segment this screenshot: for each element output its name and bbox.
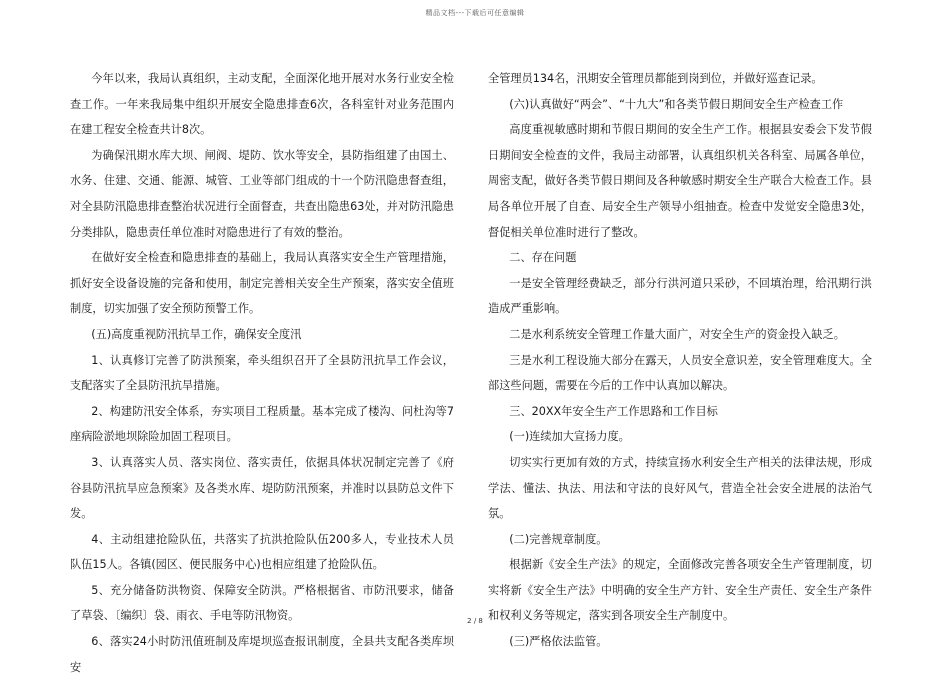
left-text-column — [70, 66, 454, 680]
paragraph: 三是水利工程设施大部分在露天，人员安全意识差，安全管理难度大。全部这些问题，需要在今后的工作中认真加以解决。 — [488, 353, 872, 393]
paragraph: 切实实行更加有效的方式，持续宣扬水利安全生产相关的法律法规，形成学法、懂法、执法、用法和守法的良好风气，营造全社会安全进展的法治气氛。 — [488, 455, 872, 521]
paragraph: 二是水利系统安全管理工作量大面广，对安全生产的资金投入缺乏。 — [509, 327, 845, 341]
paragraph: 为确保汛期水库大坝、闸阀、堤防、饮水等安全，县防指组建了由国土、水务、住建、交通、能源、城管、工业等部门组成的十一个防汛隐患督查组，对全县防汛隐患排查整治状况进行全面督查，共查出隐患63处，并对防汛隐患分类排队，隐患责任单位准时对隐患进行了有效的整治。 — [70, 148, 454, 239]
list-item: 6、落实24小时防汛值班制及库堤坝巡查报讯制度，全县共支配各类库坝安 — [70, 635, 454, 674]
list-item: 4、主动组建抢险队伍，共落实了抗洪抢险队伍200多人，专业技术人员队伍15人。各镇(园区、便民服务中心)也相应组建了抢险队伍。 — [70, 532, 454, 572]
section-heading: 三、20XX年安全生产工作思路和工作目标 — [509, 404, 718, 418]
paragraph: 一是安全管理经费缺乏，部分行洪河道只采砂，不回填治理，给汛期行洪造成严重影响。 — [488, 276, 872, 316]
page-number: 2 / 8 — [467, 617, 483, 625]
list-item: 3、认真落实人员、落实岗位、落实责任，依据具体状况制定完善了《府谷县防汛抗旱应急预案》及各类水库、堤防防汛预案，并准时以县防总文件下发。 — [70, 455, 454, 521]
list-item: 5、充分储备防洪物资、保障安全防洪。严格根据省、市防汛要求，储备了草袋、〔编织〕袋、雨衣、手电等防汛物资。 — [70, 583, 454, 623]
list-item: 1、认真修订完善了防洪预案，牵头组织召开了全县防汛抗旱工作会议，支配落实了全县防汛抗旱措施。 — [70, 353, 454, 393]
paragraph: 今年以来，我局认真组织，主动支配，全面深化地开展对水务行业安全检查工作。一年来我局集中组织开展安全隐患排查6次，各科室针对业务范围内在建工程安全检查共计8次。 — [70, 72, 454, 137]
subsection-heading: (三)严格依法监管。 — [509, 635, 608, 649]
section-heading: 二、存在问题 — [509, 251, 577, 265]
right-text-column — [488, 66, 872, 655]
paragraph: 在做好安全检查和隐患排查的基础上，我局认真落实安全生产管理措施，抓好安全设备设施的完备和使用，制定完善相关安全生产预案，落实安全值班制度，切实加强了安全预防预警工作。 — [70, 251, 454, 316]
subsection-heading: (一)连续加大宣扬力度。 — [509, 430, 630, 444]
section-heading: (六)认真做好“两会”、“十九大”和各类节假日期间安全生产检查工作 — [509, 97, 844, 111]
list-item: 2、构建防汛安全体系，夯实项目工程质量。基本完成了楼沟、问杜沟等7座病险淤地坝除险加固工程项目。 — [70, 404, 454, 444]
document-header-note: 精品文档---下载后可任意编辑 — [425, 9, 525, 17]
subsection-heading: (二)完善规章制度。 — [509, 532, 608, 546]
paragraph: 高度重视敏感时期和节假日期间的安全生产工作。根据县安委会下发节假日期间安全检查的文件，我局主动部署，认真组织机关各科室、局属各单位，周密支配，做好各类节假日期间及各种敏感时期安全生产联合大检查工作。县局各单位开展了自查、局安全生产领导小组抽查。检查中发觉安全隐患3处，督促相关单位准时进行了整改。 — [488, 123, 872, 239]
paragraph: 根据新《安全生产法》的规定，全面修改完善各项安全生产管理制度，切实将新《安全生产法》中明确的安全生产方针、安全生产责任、安全生产条件和权利义务等规定，落实到各项安全生产制度中。 — [488, 558, 872, 623]
section-heading: (五)高度重视防汛抗旱工作，确保安全度汛 — [91, 327, 302, 341]
paragraph-continuation: 全管理员134名，汛期安全管理员都能到岗到位，并做好巡查记录。 — [488, 72, 823, 85]
